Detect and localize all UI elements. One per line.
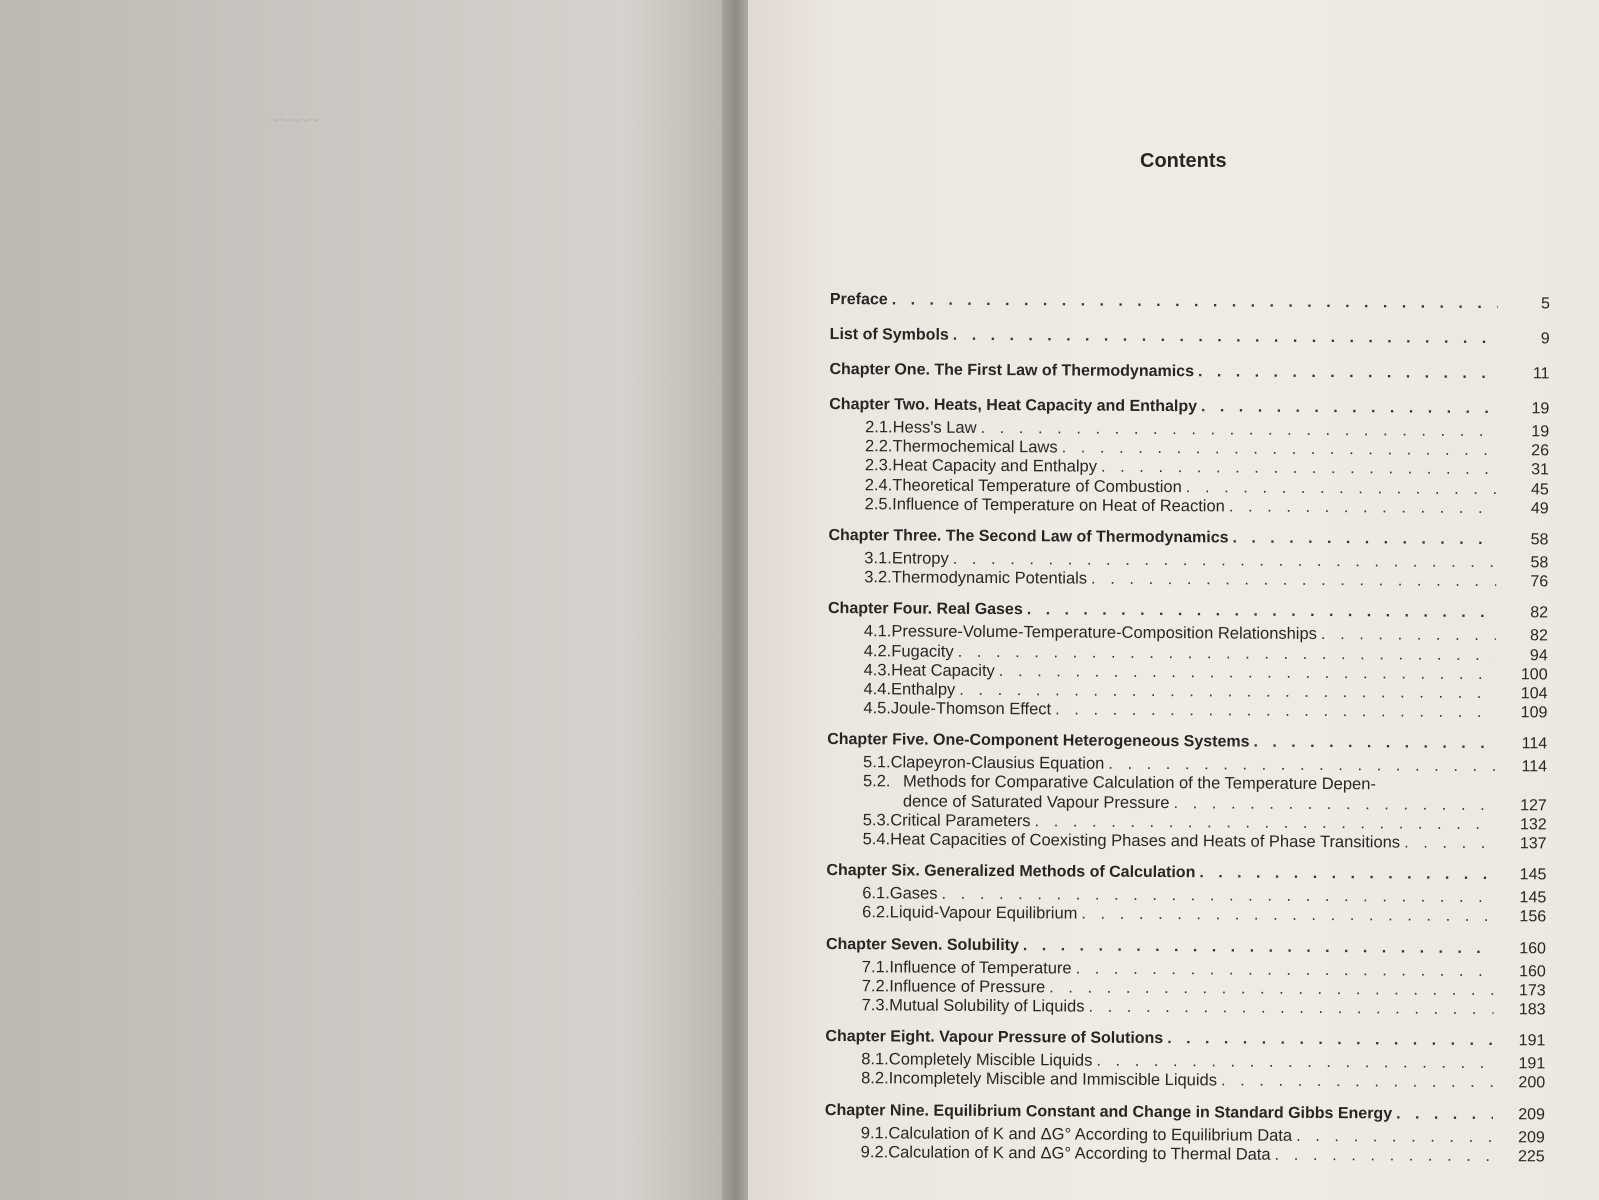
page-number: 45 [1530, 480, 1549, 498]
section-number: 4.2. [863, 641, 892, 660]
toc-group [826, 931, 1547, 1020]
toc-section-entry [825, 1143, 1545, 1167]
chapter-title: Chapter Eight. Vapour Pressure of Solutions [825, 1028, 1164, 1048]
chapter-title: List of Symbols [829, 325, 949, 344]
chapter-title: Chapter Nine. Equilibrium Constant and Change in Standard Gibbs Energy [824, 1101, 1393, 1122]
section-title: Pressure-Volume-Temperature-Composition Relationships [891, 622, 1317, 644]
section-title: Entropy [891, 549, 949, 568]
leader-dots [1229, 497, 1497, 518]
page-number: 132 [1519, 816, 1547, 834]
section-title: Methods for Comparative Calculation of the Temperature Depen- [902, 772, 1376, 794]
page-number: 31 [1531, 461, 1549, 479]
leader-dots [1321, 625, 1496, 645]
leader-dots [1404, 834, 1495, 854]
section-number: 3.2. [864, 568, 892, 587]
leader-dots [1198, 358, 1498, 387]
section-number: 2.2. [864, 437, 893, 456]
section-title: Heat Capacity [891, 661, 995, 680]
section-number: 2.1. [865, 418, 893, 437]
toc-section-entry [829, 495, 1549, 519]
leader-dots [1275, 1145, 1493, 1166]
toc-group [827, 726, 1548, 853]
toc-group [828, 522, 1548, 592]
section-number: 6.1. [862, 884, 890, 903]
page-number: 94 [1529, 646, 1548, 664]
section-title: Influence of Pressure [889, 977, 1046, 997]
leader-dots [1062, 439, 1498, 461]
page-number: 19 [1531, 400, 1550, 418]
page-title: Contents [1140, 150, 1227, 172]
leader-dots [1232, 524, 1496, 553]
leader-dots [1186, 478, 1497, 499]
section-number: 5.4. [862, 830, 891, 849]
page-number: 58 [1530, 531, 1549, 549]
section-number: 4.5. [863, 699, 892, 718]
toc-group [829, 391, 1550, 518]
section-title: Liquid-Vapour Equilibrium [889, 903, 1078, 923]
toc-section-entry [827, 772, 1547, 815]
table-of-contents [825, 286, 1550, 1174]
section-title: Gases [889, 884, 938, 903]
leader-dots [1296, 1126, 1493, 1146]
toc-group [827, 595, 1548, 722]
section-number: 7.2. [861, 976, 890, 996]
leader-dots [1088, 998, 1493, 1020]
page-number: 5 [1540, 295, 1550, 313]
page-number: 58 [1530, 554, 1549, 572]
section-title: Mutual Solubility of Liquids [889, 996, 1085, 1016]
page-number: 209 [1518, 1128, 1545, 1146]
page-number: 200 [1518, 1074, 1546, 1092]
section-title: Thermodynamic Potentials [891, 568, 1088, 588]
leader-dots [1081, 905, 1494, 927]
section-title: Heat Capacity and Enthalpy [892, 456, 1098, 477]
leader-dots [1173, 794, 1494, 815]
section-number: 7.1. [861, 957, 890, 976]
left-page [0, 0, 738, 1200]
toc-section-entry [826, 903, 1546, 927]
section-number: 6.2. [862, 903, 890, 922]
section-title: Calculation of K and ΔG° According to Thermal Data [888, 1143, 1271, 1164]
page-number: 19 [1531, 423, 1550, 441]
page-number: 11 [1532, 365, 1550, 383]
section-title: Influence of Temperature on Heat of Reaction [892, 495, 1225, 516]
leader-dots [1221, 1072, 1493, 1093]
toc-chapter-entry [830, 321, 1550, 352]
page-number: 82 [1530, 604, 1549, 622]
toc-section-entry [826, 996, 1546, 1020]
page-number: 9 [1540, 330, 1550, 348]
leader-dots [1201, 393, 1497, 422]
section-number: 2.4. [864, 475, 893, 494]
page-number: 156 [1519, 908, 1547, 926]
page-number: 191 [1518, 1032, 1546, 1050]
section-title: Clapeyron-Clausius Equation [890, 753, 1105, 773]
leader-dots [1076, 959, 1494, 981]
section-title: Heat Capacities of Coexisting Phases and Heats of Phase Transitions [890, 830, 1401, 852]
toc-section-entry [828, 568, 1548, 592]
page-number: 114 [1521, 735, 1548, 753]
section-number: 9.1. [860, 1123, 889, 1142]
page-number: 127 [1520, 796, 1547, 815]
toc-section-entry [827, 830, 1547, 854]
page-number: 160 [1519, 939, 1547, 957]
section-title: Joule-Thomson Effect [890, 699, 1052, 719]
page-number: 49 [1530, 500, 1549, 518]
section-number: 3.1. [864, 549, 892, 568]
section-title-continued: dence of Saturated Vapour Pressure [902, 792, 1170, 812]
toc-chapter-entry [830, 286, 1550, 317]
leader-dots [1023, 932, 1494, 962]
section-title: Incompletely Miscible and Immiscible Liquids [888, 1069, 1218, 1090]
section-title: Completely Miscible Liquids [888, 1050, 1093, 1070]
page-number: 104 [1520, 685, 1548, 703]
chapter-title: Chapter One. The First Law of Thermodynamics [829, 360, 1195, 381]
section-number: 8.2. [861, 1069, 889, 1088]
page-number: 137 [1519, 835, 1547, 853]
section-title: Calculation of K and ΔG° According to Equilibrium Data [888, 1123, 1293, 1145]
page-number: 209 [1518, 1105, 1546, 1123]
chapter-title: Chapter Three. The Second Law of Thermodynamics [828, 526, 1229, 547]
leader-dots [1167, 1025, 1493, 1054]
chapter-title: Chapter Five. One-Component Heterogeneous Systems [827, 731, 1250, 751]
chapter-title: Chapter Six. Generalized Methods of Calculation [826, 862, 1196, 882]
section-number: 5.2. [862, 772, 891, 791]
section-number: 4.1. [863, 622, 892, 641]
section-number: 9.2. [860, 1142, 889, 1162]
leader-dots [1096, 1052, 1493, 1074]
toc-group [830, 321, 1550, 352]
leader-dots [1055, 700, 1495, 722]
leader-dots [1253, 729, 1495, 757]
page-number: 183 [1518, 1001, 1546, 1019]
bleed-through-text [40, 243, 738, 282]
page-number: 82 [1530, 627, 1548, 645]
toc-section-entry [825, 1069, 1545, 1093]
section-title: Theoretical Temperature of Combustion [892, 475, 1182, 496]
section-title: Critical Parameters [890, 811, 1031, 831]
toc-group [825, 1097, 1545, 1167]
page-number: 76 [1530, 573, 1549, 591]
page-number: 225 [1517, 1147, 1545, 1166]
section-title: Hess's Law [892, 418, 977, 437]
page-number: 173 [1518, 982, 1546, 1000]
section-title: Fugacity [891, 641, 954, 661]
section-title: Influence of Temperature [889, 957, 1072, 978]
section-title: Enthalpy [891, 680, 956, 699]
leader-dots [980, 419, 1497, 441]
page-number: 145 [1519, 889, 1547, 907]
bleed-through-heading: ~~~~~ [270, 110, 319, 130]
leader-dots [892, 286, 1498, 317]
toc-group [830, 286, 1550, 317]
section-number: 5.3. [862, 811, 891, 830]
chapter-title: Chapter Two. Heats, Heat Capacity and Enthalpy [829, 395, 1198, 416]
toc-group [829, 356, 1549, 387]
page-number: 26 [1531, 442, 1550, 460]
section-number: 2.3. [864, 456, 893, 475]
section-title: Thermochemical Laws [892, 437, 1058, 457]
page-number: 109 [1520, 704, 1548, 722]
toc-group [826, 857, 1546, 927]
leader-dots [1108, 755, 1495, 777]
section-number: 4.3. [863, 660, 892, 680]
chapter-title: Chapter Four. Real Gases [827, 600, 1023, 619]
chapter-title: Chapter Seven. Solubility [825, 935, 1019, 954]
leader-dots [1396, 1100, 1493, 1128]
leader-dots [953, 322, 1498, 352]
page-number: 100 [1520, 665, 1548, 684]
section-number: 8.1. [861, 1050, 889, 1069]
leader-dots [1199, 859, 1494, 888]
leader-dots [1027, 597, 1496, 627]
section-number: 5.1. [863, 753, 891, 772]
page-number: 145 [1519, 866, 1547, 884]
section-number: 4.4. [863, 680, 892, 699]
page-number: 191 [1518, 1055, 1546, 1073]
leader-dots [1101, 458, 1497, 480]
toc-group [825, 1023, 1545, 1093]
chapter-title: Preface [829, 290, 888, 309]
page-number: 160 [1519, 962, 1546, 980]
toc-section-entry [827, 699, 1547, 723]
toc-chapter-entry [829, 356, 1549, 387]
page-number: 114 [1521, 758, 1548, 776]
section-number: 2.5. [864, 494, 893, 514]
leader-dots [1091, 570, 1496, 592]
section-number: 7.3. [861, 996, 890, 1015]
